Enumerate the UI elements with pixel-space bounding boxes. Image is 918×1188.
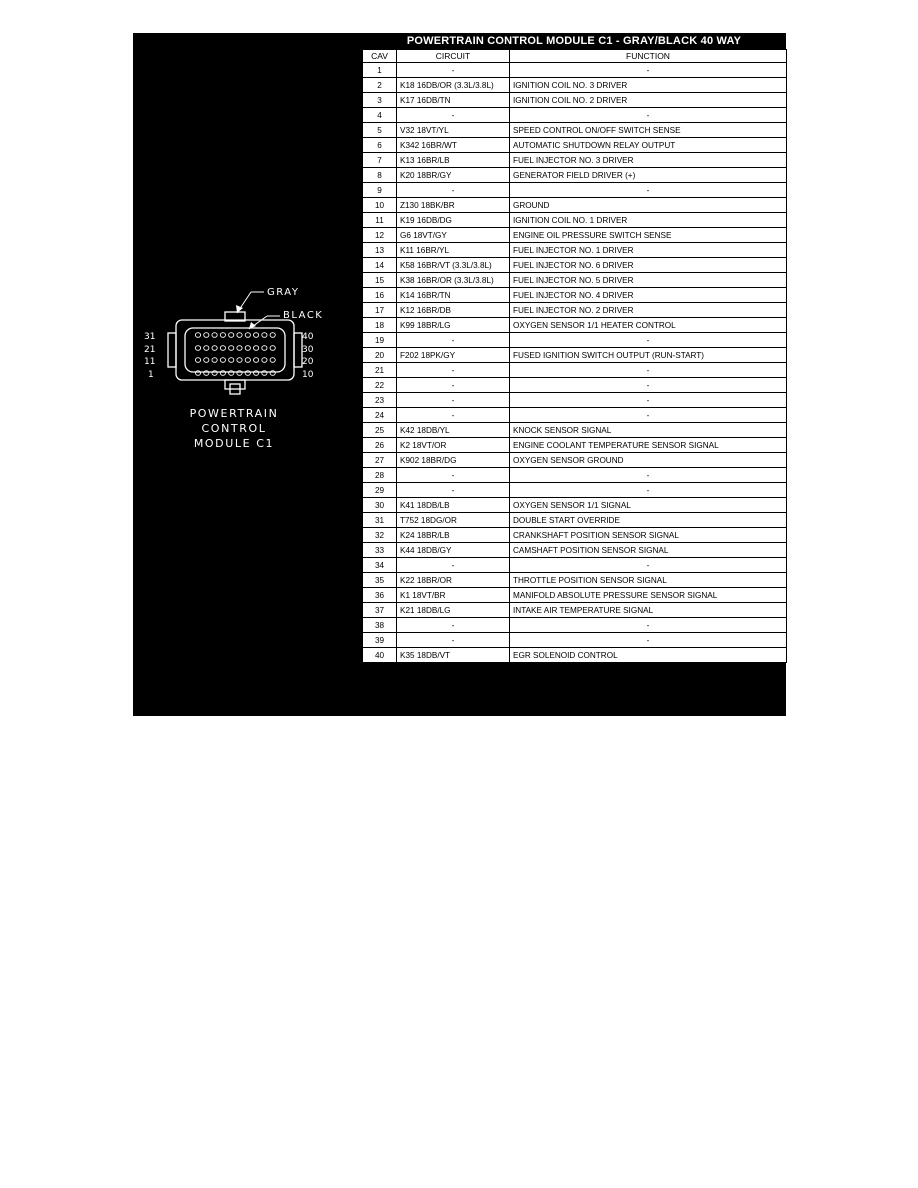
table-row [363,633,787,648]
function-cell: - [510,558,787,573]
cav-cell: 36 [363,588,397,603]
function-cell: - [510,333,787,348]
table-row [363,273,787,288]
table-row [363,393,787,408]
table-row [363,483,787,498]
cav-cell: 21 [363,363,397,378]
table-row [363,543,787,558]
function-cell: - [510,363,787,378]
function-cell: EGR SOLENOID CONTROL [510,648,787,663]
function-cell: - [510,393,787,408]
circuit-cell: K20 18BR/GY [397,168,510,183]
cav-cell: 31 [363,513,397,528]
circuit-cell: K12 16BR/DB [397,303,510,318]
cav-cell: 27 [363,453,397,468]
circuit-cell: Z130 18BK/BR [397,198,510,213]
cav-cell: 5 [363,123,397,138]
cav-cell: 25 [363,423,397,438]
function-cell: IGNITION COIL NO. 3 DRIVER [510,78,787,93]
cav-cell: 11 [363,213,397,228]
pin-cavity [195,333,200,338]
circuit-cell: K902 18BR/DG [397,453,510,468]
function-cell: - [510,618,787,633]
table-row [363,318,787,333]
table-row [363,603,787,618]
cav-cell: 12 [363,228,397,243]
pin-cavity [229,346,234,351]
pin-number-10: 10 [302,370,314,380]
connector-caption-line-3: MODULE C1 [193,437,275,450]
function-cell: MANIFOLD ABSOLUTE PRESSURE SENSOR SIGNAL [510,588,787,603]
circuit-cell: K58 16BR/VT (3.3L/3.8L) [397,258,510,273]
pin-cavity [262,333,267,338]
pin-number-21: 21 [144,345,156,355]
pin-cavity [220,346,225,351]
function-cell: - [510,633,787,648]
function-cell: CAMSHAFT POSITION SENSOR SIGNAL [510,543,787,558]
function-cell: - [510,483,787,498]
cav-cell: 32 [363,528,397,543]
pin-cavity [220,333,225,338]
function-cell: - [510,408,787,423]
table-row [363,123,787,138]
table-row [363,198,787,213]
cav-cell: 29 [363,483,397,498]
table-row [363,468,787,483]
cav-cell: 23 [363,393,397,408]
cav-cell: 26 [363,438,397,453]
circuit-cell: - [397,468,510,483]
table-row [363,408,787,423]
circuit-cell: - [397,633,510,648]
circuit-cell: - [397,393,510,408]
cav-cell: 19 [363,333,397,348]
function-cell: FUEL INJECTOR NO. 3 DRIVER [510,153,787,168]
cav-cell: 34 [363,558,397,573]
table-header-row [363,50,787,63]
cav-cell: 18 [363,318,397,333]
cav-cell: 38 [363,618,397,633]
circuit-cell: - [397,618,510,633]
circuit-cell: - [397,483,510,498]
cav-cell: 35 [363,573,397,588]
table-row [363,288,787,303]
pin-cavity [254,333,259,338]
table-row [363,78,787,93]
table-row [363,243,787,258]
gray-label: GRAY [267,287,300,298]
function-cell: FUEL INJECTOR NO. 6 DRIVER [510,258,787,273]
circuit-cell: K18 16DB/OR (3.3L/3.8L) [397,78,510,93]
circuit-cell: K14 16BR/TN [397,288,510,303]
circuit-cell: V32 18VT/YL [397,123,510,138]
function-cell: CRANKSHAFT POSITION SENSOR SIGNAL [510,528,787,543]
pin-number-20: 20 [302,357,314,367]
circuit-cell: - [397,333,510,348]
function-cell: INTAKE AIR TEMPERATURE SIGNAL [510,603,787,618]
function-cell: IGNITION COIL NO. 1 DRIVER [510,213,787,228]
wiring-diagram-figure [133,33,786,716]
pin-cavity [262,358,267,363]
pin-cavity [204,333,209,338]
table-row [363,153,787,168]
table-row [363,513,787,528]
cav-cell: 16 [363,288,397,303]
table-row [363,423,787,438]
circuit-cell: - [397,558,510,573]
circuit-cell: K11 16BR/YL [397,243,510,258]
cav-cell: 22 [363,378,397,393]
circuit-cell: F202 18PK/GY [397,348,510,363]
circuit-cell: K342 16BR/WT [397,138,510,153]
circuit-cell: K24 18BR/LB [397,528,510,543]
pin-cavity [212,333,217,338]
circuit-cell: K41 18DB/LB [397,498,510,513]
pin-cavity [212,358,217,363]
pin-number-1: 1 [148,370,154,380]
circuit-cell: - [397,183,510,198]
header-circuit: CIRCUIT [397,50,510,63]
cav-cell: 9 [363,183,397,198]
cav-cell: 33 [363,543,397,558]
cav-cell: 40 [363,648,397,663]
cav-cell: 6 [363,138,397,153]
function-cell: IGNITION COIL NO. 2 DRIVER [510,93,787,108]
pin-cavity [245,333,250,338]
function-cell: GENERATOR FIELD DRIVER (+) [510,168,787,183]
table-row [363,228,787,243]
cav-cell: 13 [363,243,397,258]
function-cell: OXYGEN SENSOR GROUND [510,453,787,468]
pin-cavity [270,346,275,351]
function-cell: GROUND [510,198,787,213]
table-row [363,648,787,663]
function-cell: ENGINE COOLANT TEMPERATURE SENSOR SIGNAL [510,438,787,453]
table-row [363,93,787,108]
circuit-cell: K2 18VT/OR [397,438,510,453]
cav-cell: 2 [363,78,397,93]
circuit-cell: K44 18DB/GY [397,543,510,558]
pin-cavity [270,333,275,338]
table-row [363,138,787,153]
cav-cell: 17 [363,303,397,318]
pin-cavity [254,358,259,363]
cav-cell: 15 [363,273,397,288]
cav-cell: 1 [363,63,397,78]
function-cell: AUTOMATIC SHUTDOWN RELAY OUTPUT [510,138,787,153]
pin-table [362,49,787,663]
pin-cavity [204,346,209,351]
table-row [363,168,787,183]
table-row [363,573,787,588]
pin-cavities [195,333,275,376]
pin-cavity [237,358,242,363]
circuit-cell: - [397,108,510,123]
function-cell: OXYGEN SENSOR 1/1 HEATER CONTROL [510,318,787,333]
function-cell: ENGINE OIL PRESSURE SWITCH SENSE [510,228,787,243]
circuit-cell: - [397,363,510,378]
table-row [363,378,787,393]
cav-cell: 37 [363,603,397,618]
circuit-cell: K19 16DB/DG [397,213,510,228]
header-cav: CAV [363,50,397,63]
cav-cell: 8 [363,168,397,183]
circuit-cell: K38 16BR/OR (3.3L/3.8L) [397,273,510,288]
pin-number-31: 31 [144,332,156,342]
table-row [363,183,787,198]
cav-cell: 39 [363,633,397,648]
table-row [363,303,787,318]
pin-table-section [362,33,786,716]
circuit-cell: G6 18VT/GY [397,228,510,243]
pin-cavity [212,346,217,351]
function-cell: - [510,183,787,198]
function-cell: FUEL INJECTOR NO. 4 DRIVER [510,288,787,303]
pin-cavity [229,333,234,338]
table-row [363,213,787,228]
function-cell: THROTTLE POSITION SENSOR SIGNAL [510,573,787,588]
table-row [363,558,787,573]
table-row [363,333,787,348]
cav-cell: 10 [363,198,397,213]
pin-cavity [254,346,259,351]
pin-cavity [204,358,209,363]
circuit-cell: - [397,63,510,78]
table-row [363,588,787,603]
pin-number-40: 40 [302,332,314,342]
pin-number-30: 30 [302,345,314,355]
function-cell: FUSED IGNITION SWITCH OUTPUT (RUN-START) [510,348,787,363]
pin-cavity [262,346,267,351]
table-row [363,108,787,123]
cav-cell: 20 [363,348,397,363]
function-cell: - [510,468,787,483]
function-cell: DOUBLE START OVERRIDE [510,513,787,528]
pin-cavity [229,358,234,363]
cav-cell: 30 [363,498,397,513]
cav-cell: 3 [363,93,397,108]
cav-cell: 4 [363,108,397,123]
function-cell: FUEL INJECTOR NO. 2 DRIVER [510,303,787,318]
circuit-cell: K22 18BR/OR [397,573,510,588]
connector-body [168,312,302,394]
function-cell: OXYGEN SENSOR 1/1 SIGNAL [510,498,787,513]
table-row [363,363,787,378]
function-cell: KNOCK SENSOR SIGNAL [510,423,787,438]
pin-cavity [220,358,225,363]
cav-cell: 24 [363,408,397,423]
circuit-cell: K1 18VT/BR [397,588,510,603]
table-row [363,63,787,78]
circuit-cell: K35 18DB/VT [397,648,510,663]
table-row [363,438,787,453]
table-row [363,453,787,468]
pin-cavity [245,358,250,363]
cav-cell: 14 [363,258,397,273]
black-label: BLACK [283,310,324,321]
pin-cavity [270,358,275,363]
circuit-cell: K99 18BR/LG [397,318,510,333]
function-cell: SPEED CONTROL ON/OFF SWITCH SENSE [510,123,787,138]
header-function: FUNCTION [510,50,787,63]
cav-cell: 28 [363,468,397,483]
function-cell: FUEL INJECTOR NO. 5 DRIVER [510,273,787,288]
pin-cavity [195,358,200,363]
connector-caption-line-1: POWERTRAIN [189,407,279,420]
pin-cavity [237,333,242,338]
connector-drawing [133,33,363,716]
pin-cavity [195,346,200,351]
pin-number-11: 11 [144,357,156,367]
table-title: POWERTRAIN CONTROL MODULE C1 - GRAY/BLACK 40 WAY [406,35,742,47]
function-cell: FUEL INJECTOR NO. 1 DRIVER [510,243,787,258]
connector-caption-line-2: CONTROL [201,422,267,435]
table-row [363,348,787,363]
circuit-cell: K17 16DB/TN [397,93,510,108]
circuit-cell: - [397,378,510,393]
table-row [363,498,787,513]
table-row [363,528,787,543]
circuit-cell: - [397,408,510,423]
circuit-cell: K21 18DB/LG [397,603,510,618]
circuit-cell: K42 18DB/YL [397,423,510,438]
pin-cavity [237,346,242,351]
table-row [363,618,787,633]
function-cell: - [510,108,787,123]
function-cell: - [510,63,787,78]
pin-cavity [245,346,250,351]
table-row [363,258,787,273]
function-cell: - [510,378,787,393]
circuit-cell: K13 16BR/LB [397,153,510,168]
cav-cell: 7 [363,153,397,168]
circuit-cell: T752 18DG/OR [397,513,510,528]
